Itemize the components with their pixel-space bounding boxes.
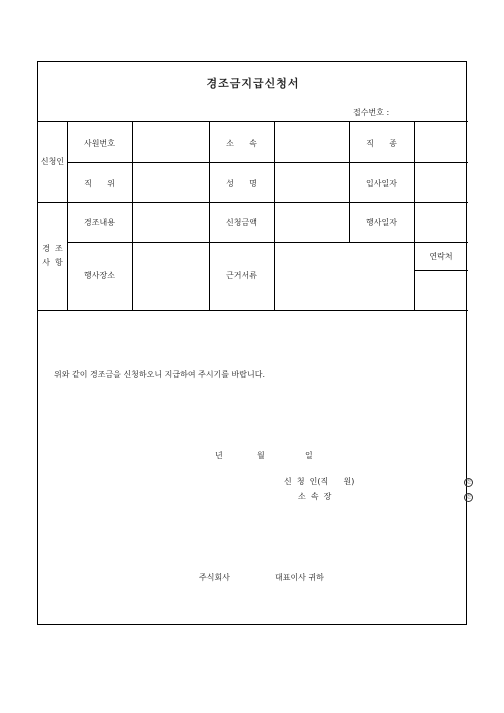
- table-bottom-border: [38, 310, 468, 311]
- job-type-label: 직 종: [366, 139, 397, 148]
- position-label: 직 위: [84, 179, 115, 188]
- form-title: 경조금지급신청서: [206, 77, 300, 90]
- department-field[interactable]: [274, 122, 349, 162]
- company-label: 주식회사: [199, 573, 230, 582]
- supporting-docs-field[interactable]: [274, 243, 414, 310]
- department-head-signature-label: 소 속 장: [298, 492, 332, 501]
- date-year: 년: [215, 451, 223, 460]
- event-content-field[interactable]: [132, 203, 209, 242]
- event-place-label: 행사장소: [84, 271, 115, 280]
- applicant-seal-icon: 인: [464, 478, 473, 487]
- receipt-number-label: 접수번호 :: [353, 108, 390, 117]
- employee-number-label: 사원번호: [84, 139, 115, 148]
- row-divider: [67, 162, 468, 163]
- department-head-seal-icon: 인: [464, 493, 473, 502]
- request-statement: 위와 같이 경조금을 신청하오니 지급하여 주시기를 바랍니다.: [54, 370, 265, 379]
- addressee-label: 대표이사 귀하: [275, 573, 324, 582]
- hire-date-label: 입사일자: [366, 179, 397, 188]
- name-label: 성 명: [226, 179, 257, 188]
- hire-date-field[interactable]: [414, 163, 468, 202]
- event-section-label-line2: 사 항: [42, 258, 63, 267]
- amount-requested-label: 신청금액: [226, 218, 257, 227]
- table-top-border: [38, 121, 468, 122]
- amount-requested-field[interactable]: [274, 203, 349, 242]
- application-form: [37, 61, 471, 625]
- event-place-field[interactable]: [132, 243, 209, 310]
- name-field[interactable]: [274, 163, 349, 202]
- contact-field[interactable]: [414, 271, 468, 310]
- employee-number-field[interactable]: [132, 122, 209, 162]
- date-month: 월: [257, 451, 265, 460]
- contact-label: 연락처: [429, 252, 453, 261]
- position-field[interactable]: [132, 163, 209, 202]
- applicant-section-label: 신청인: [40, 157, 65, 166]
- event-section-label-line1: 경 조: [42, 244, 63, 253]
- event-date-label: 행사일자: [366, 218, 397, 227]
- column-divider: [209, 121, 210, 310]
- date-day: 일: [305, 451, 313, 460]
- event-content-label: 경조내용: [84, 218, 115, 227]
- applicant-signature-label: 신 청 인(직 원): [284, 477, 355, 486]
- section-divider: [38, 202, 468, 203]
- label-column-divider: [67, 121, 68, 310]
- supporting-docs-label: 근거서류: [226, 271, 257, 280]
- department-label: 소 속: [226, 139, 257, 148]
- job-type-field[interactable]: [414, 122, 468, 162]
- event-date-field[interactable]: [414, 203, 468, 242]
